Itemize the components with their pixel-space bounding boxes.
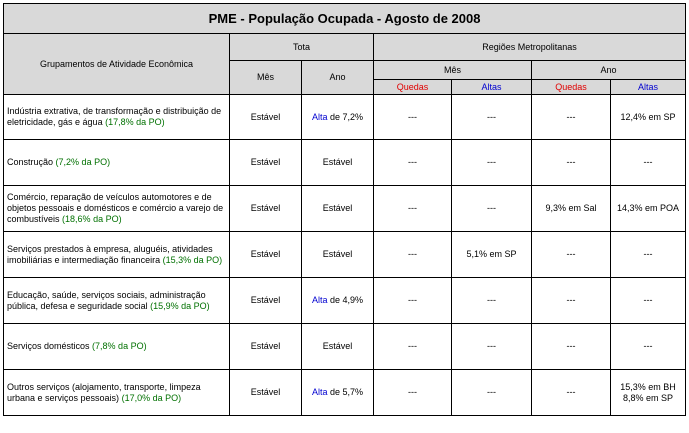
total-year-value: Estável <box>302 140 374 186</box>
table-row <box>4 186 686 232</box>
po-share: (17,8% da PO) <box>105 117 165 127</box>
group-header: Grupamentos de Atividade Econômica <box>4 34 230 95</box>
po-share: (18,6% da PO) <box>62 214 122 224</box>
year-rises-value: --- <box>611 232 686 278</box>
month-falls-value: --- <box>374 370 452 416</box>
po-share: (15,3% da PO) <box>162 254 223 265</box>
regions-month-header: Mês <box>374 61 532 80</box>
month-rises-value: --- <box>452 370 532 416</box>
table-row <box>4 278 686 324</box>
table-row <box>4 140 686 186</box>
regions-year-header: Ano <box>532 61 686 80</box>
year-rises-value: --- <box>611 140 686 186</box>
po-share: (7,2% da PO) <box>55 157 111 167</box>
month-falls-value: --- <box>374 95 452 140</box>
month-falls-value: --- <box>374 140 452 186</box>
total-year-value: Estável <box>302 324 374 370</box>
total-month-value: Estável <box>230 370 302 416</box>
total-header: Tota <box>230 34 374 61</box>
year-falls-value: --- <box>532 140 611 186</box>
row-label: Educação, saúde, serviços sociais, administração pública, defesa e seguridade social (15,9% da PO) <box>4 278 230 324</box>
month-rises-value: --- <box>452 324 532 370</box>
total-month-value: Estável <box>230 324 302 370</box>
employment-table <box>3 3 686 416</box>
year-falls-header: Quedas <box>532 80 611 95</box>
total-month-value: Estável <box>230 232 302 278</box>
month-rises-value: --- <box>452 140 532 186</box>
year-falls-value: --- <box>532 370 611 416</box>
table-title: PME - População Ocupada - Agosto de 2008 <box>4 4 686 34</box>
month-rises-value: --- <box>452 186 532 232</box>
year-rises-value: 15,3% em BH 8,8% em SP <box>611 370 686 416</box>
year-rises-value: 12,4% em SP <box>611 95 686 140</box>
total-year-value: Estável <box>302 186 374 232</box>
total-month-value: Estável <box>230 186 302 232</box>
document-page <box>3 3 685 416</box>
po-share: (7,8% da PO) <box>92 341 147 351</box>
total-month-value: Estável <box>230 278 302 324</box>
month-rises-value: 5,1% em SP <box>452 232 532 278</box>
total-month-header: Mês <box>230 61 302 95</box>
row-label: Indústria extrativa, de transformação e distribuição de eletricidade, gás e água (17,8% da PO) <box>4 95 230 140</box>
total-month-value: Estável <box>230 95 302 140</box>
year-falls-value: --- <box>532 95 611 140</box>
total-year-value: Estável <box>302 232 374 278</box>
total-year-value: Alta de 4,9% <box>302 278 374 324</box>
row-label: Construção (7,2% da PO) <box>4 140 230 186</box>
year-falls-value: --- <box>532 232 611 278</box>
po-share: (17,0% da PO) <box>121 392 182 403</box>
year-rises-header: Altas <box>611 80 686 95</box>
year-falls-value: --- <box>532 278 611 324</box>
regions-header: Regiões Metropolitanas <box>374 34 686 61</box>
row-label: Comércio, reparação de veículos automotores e de objetos pessoais e domésticos e comércio a varejo de combustíveis (18,6% da PO) <box>4 186 230 232</box>
table-row <box>4 232 686 278</box>
year-falls-value: 9,3% em Sal <box>532 186 611 232</box>
month-falls-value: --- <box>374 278 452 324</box>
row-label: Outros serviços (alojamento, transporte, limpeza urbana e serviços pessoais) (17,0% da PO) <box>4 370 230 416</box>
month-rises-value: --- <box>452 95 532 140</box>
table-row <box>4 324 686 370</box>
row-label: Serviços prestados à empresa, aluguéis, atividades imobiliárias e intermediação financeira (15,3% da PO) <box>4 232 230 278</box>
year-rises-value: 14,3% em POA <box>611 186 686 232</box>
month-falls-value: --- <box>374 186 452 232</box>
po-share: (15,9% da PO) <box>150 300 210 311</box>
month-falls-header: Quedas <box>374 80 452 95</box>
year-rises-value: --- <box>611 324 686 370</box>
month-rises-value: --- <box>452 278 532 324</box>
year-rises-value: --- <box>611 278 686 324</box>
year-falls-value: --- <box>532 324 611 370</box>
total-year-value: Alta de 5,7% <box>302 370 374 416</box>
month-falls-value: --- <box>374 324 452 370</box>
total-year-header: Ano <box>302 61 374 95</box>
month-rises-header: Altas <box>452 80 532 95</box>
row-label: Serviços domésticos (7,8% da PO) <box>4 324 230 370</box>
table-row <box>4 95 686 140</box>
total-year-value: Alta de 7,2% <box>302 95 374 140</box>
table-row <box>4 370 686 416</box>
month-falls-value: --- <box>374 232 452 278</box>
total-month-value: Estável <box>230 140 302 186</box>
